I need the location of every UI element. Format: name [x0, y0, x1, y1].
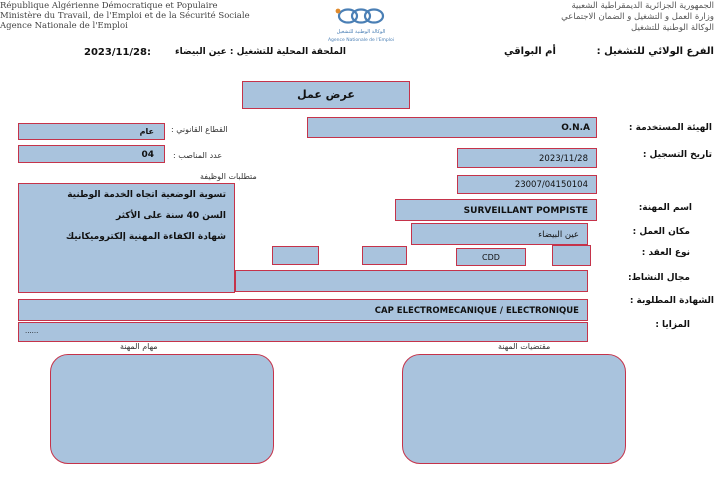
offer-number-box: [457, 175, 597, 194]
contract-option-box: [272, 246, 319, 265]
requirements-label: متطلبات الوظيفة: [200, 172, 257, 181]
contract-type-label: نوع العقد :: [641, 248, 690, 258]
header-fr-ministry: Ministère du Travail, de l'Emploi et de la Sécurité Sociale: [0, 11, 250, 21]
employer-box: [307, 117, 597, 138]
job-tasks-box: [50, 354, 274, 464]
legal-sector-box: [18, 123, 165, 140]
logo-caption-fr: Agence Nationale de l'Emploi: [327, 38, 395, 43]
header-ar-ministry: وزارة العمل و التشغيل و الضمان الاجتماعي: [561, 12, 714, 22]
workplace-box: [411, 223, 588, 245]
offer-title: عرض عمل: [297, 88, 355, 101]
requirement-item: شهادة الكفاءة المهنية إلكتروميكانيك: [65, 232, 226, 242]
title-box: [242, 81, 410, 109]
workplace-value: عين البيضاء: [538, 230, 579, 240]
diploma-label: الشهادة المطلوبة :: [629, 296, 714, 306]
logo-caption-ar: الوكالة الوطنية للتشغيل: [336, 29, 386, 35]
legal-sector-label: القطاع القانوني :: [171, 125, 228, 134]
job-specs-box: [402, 354, 626, 464]
job-name-box: [395, 199, 597, 221]
diploma-box: [18, 299, 588, 321]
contract-option-box: [362, 246, 407, 265]
job-tasks-label: مهام المهنة: [120, 342, 158, 351]
employer-label: الهيئة المستخدمة :: [628, 123, 712, 133]
registration-date-box: [457, 148, 597, 168]
positions-value: 04: [141, 150, 154, 160]
legal-sector-value: عام: [139, 127, 154, 136]
employer-value: O.N.A: [561, 123, 590, 133]
local-office: الملحقة المحلية للتشغيل : عين البيضاء: [175, 47, 346, 57]
requirements-box: [18, 183, 235, 293]
requirement-item: تسوية الوضعية اتجاه الخدمة الوطنية: [67, 190, 226, 200]
activity-field-label: مجال النشاط:: [627, 273, 690, 283]
header-ar-republic: الجمهورية الجزائرية الديمقراطية الشعبية: [571, 1, 714, 11]
job-name-label: اسم المهنة:: [638, 203, 692, 213]
offer-number-value: 23007/04150104: [514, 180, 588, 190]
job-specs-label: مقتضيات المهنة: [498, 342, 551, 351]
contract-option-box: [552, 245, 591, 266]
benefits-label: المزايا :: [655, 320, 690, 330]
header-date: 2023/11/28:: [84, 47, 151, 58]
positions-label: عدد المناصب :: [173, 151, 223, 160]
regional-office-value: أم البواقي: [504, 46, 556, 57]
workplace-label: مكان العمل :: [632, 227, 690, 237]
contract-type-value: CDD: [482, 253, 500, 262]
requirement-item: السن 40 سنة على الأكثر: [116, 211, 226, 221]
benefits-value: ......: [25, 327, 39, 335]
activity-field-box: [235, 270, 588, 292]
regional-office-label: الفرع الولائي للتشغيل :: [596, 46, 714, 57]
benefits-box: [18, 322, 588, 342]
registration-date-label: تاريخ التسجيل :: [642, 150, 712, 160]
header-ar-agency: الوكالة الوطنية للتشغيل: [631, 23, 714, 33]
registration-date-value: 2023/11/28: [539, 154, 588, 164]
header-fr-republic: République Algérienne Démocratique et Populaire: [0, 1, 218, 11]
anem-logo: [318, 2, 404, 46]
diploma-value: CAP ELECTROMECANIQUE / ELECTRONIQUE: [374, 306, 579, 316]
job-name-value: SURVEILLANT POMPISTE: [463, 206, 588, 216]
positions-box: [18, 145, 165, 163]
contract-type-box: [456, 248, 526, 266]
header-fr-agency: Agence Nationale de l'Emploi: [0, 21, 128, 31]
